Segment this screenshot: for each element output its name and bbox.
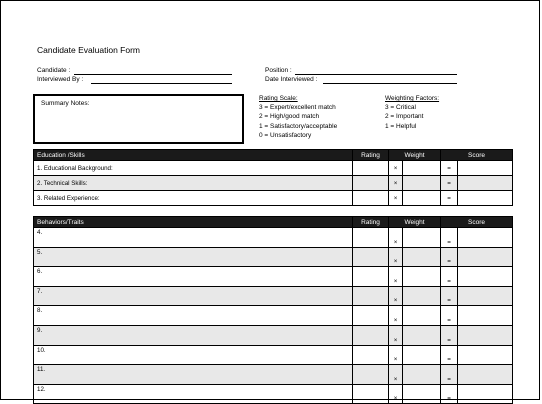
score-header: Score	[441, 150, 513, 161]
table-row	[34, 228, 513, 248]
date-interviewed-line[interactable]	[323, 83, 457, 84]
equals-sign: =	[441, 365, 458, 385]
form-title: Candidate Evaluation Form	[37, 45, 141, 55]
times-sign: ×	[389, 191, 403, 206]
rating-cell[interactable]	[353, 161, 389, 176]
rating-scale-item: 0 = Unsatisfactory	[259, 131, 312, 139]
weighting-factors	[385, 94, 439, 131]
times-sign: ×	[389, 176, 403, 191]
equals-sign: =	[441, 384, 458, 404]
times-sign: ×	[389, 161, 403, 176]
criterion-label: 2. Technical Skills:	[34, 176, 353, 191]
score-cell[interactable]	[458, 228, 513, 248]
equals-sign: =	[441, 191, 458, 206]
times-sign: ×	[389, 286, 403, 306]
times-sign: ×	[389, 267, 403, 287]
weight-cell[interactable]	[403, 267, 441, 287]
rating-cell[interactable]	[353, 267, 389, 287]
rating-cell[interactable]	[353, 345, 389, 365]
weight-cell[interactable]	[403, 384, 441, 404]
criterion-label: 8.	[34, 306, 353, 326]
rating-cell[interactable]	[353, 306, 389, 326]
criterion-label: 12.	[34, 384, 353, 404]
criterion-label: 10.	[34, 345, 353, 365]
date-interviewed-label: Date Interviewed :	[265, 76, 318, 83]
section-header: Education /Skills	[34, 150, 353, 161]
times-sign: ×	[389, 365, 403, 385]
weight-cell[interactable]	[403, 325, 441, 345]
weight-cell[interactable]	[403, 176, 441, 191]
weight-cell[interactable]	[403, 306, 441, 326]
interviewed-by-line[interactable]	[91, 83, 232, 84]
behaviors-traits-table	[33, 216, 513, 404]
score-cell[interactable]	[458, 384, 513, 404]
criterion-label: 11.	[34, 365, 353, 385]
rating-header: Rating	[353, 150, 389, 161]
education-skills-table	[33, 149, 513, 206]
equals-sign: =	[441, 247, 458, 267]
weight-cell[interactable]	[403, 247, 441, 267]
score-cell[interactable]	[458, 286, 513, 306]
rating-scale-item: 2 = High/good match	[259, 113, 320, 121]
score-cell[interactable]	[458, 325, 513, 345]
summary-notes-label: Summary Notes:	[41, 100, 90, 107]
summary-notes-box[interactable]	[33, 94, 244, 144]
equals-sign: =	[441, 306, 458, 326]
score-header: Score	[441, 217, 513, 228]
weight-cell[interactable]	[403, 228, 441, 248]
rating-scale-item: 1 = Satisfactory/acceptable	[259, 122, 338, 130]
table-row	[34, 306, 513, 326]
equals-sign: =	[441, 325, 458, 345]
candidate-line[interactable]	[74, 74, 232, 75]
times-sign: ×	[389, 384, 403, 404]
score-cell[interactable]	[458, 161, 513, 176]
weight-cell[interactable]	[403, 365, 441, 385]
score-cell[interactable]	[458, 345, 513, 365]
weight-cell[interactable]	[403, 286, 441, 306]
criterion-label: 4.	[34, 228, 353, 248]
equals-sign: =	[441, 161, 458, 176]
equals-sign: =	[441, 228, 458, 248]
equals-sign: =	[441, 345, 458, 365]
table-row	[34, 247, 513, 267]
score-cell[interactable]	[458, 176, 513, 191]
table-row	[34, 345, 513, 365]
table-row	[34, 286, 513, 306]
weight-cell[interactable]	[403, 345, 441, 365]
table-row	[34, 365, 513, 385]
times-sign: ×	[389, 247, 403, 267]
rating-cell[interactable]	[353, 191, 389, 206]
criterion-label: 6.	[34, 267, 353, 287]
criterion-label: 9.	[34, 325, 353, 345]
table-row	[34, 384, 513, 404]
position-label: Position :	[265, 67, 292, 74]
weight-header: Weight	[389, 217, 441, 228]
rating-header: Rating	[353, 217, 389, 228]
rating-scale-heading: Rating Scale:	[259, 95, 298, 102]
table-row	[34, 325, 513, 345]
candidate-label: Candidate :	[37, 67, 71, 74]
table-header	[34, 150, 513, 161]
table-row	[34, 267, 513, 287]
weighting-factor-item: 2 = Important	[385, 113, 424, 121]
rating-cell[interactable]	[353, 384, 389, 404]
weighting-factors-heading: Weighting Factors:	[385, 95, 440, 102]
rating-cell[interactable]	[353, 247, 389, 267]
table-header	[34, 217, 513, 228]
score-cell[interactable]	[458, 247, 513, 267]
equals-sign: =	[441, 176, 458, 191]
weight-cell[interactable]	[403, 191, 441, 206]
interviewed-by-label: Interviewed By :	[37, 76, 84, 83]
times-sign: ×	[389, 345, 403, 365]
score-cell[interactable]	[458, 306, 513, 326]
criterion-label: 3. Related Experience:	[34, 191, 353, 206]
rating-cell[interactable]	[353, 365, 389, 385]
weight-header: Weight	[389, 150, 441, 161]
weighting-factor-item: 3 = Critical	[385, 104, 416, 112]
section-header: Behaviors/Traits	[34, 217, 353, 228]
criterion-label: 1. Educational Background:	[34, 161, 353, 176]
table-row	[34, 176, 513, 191]
times-sign: ×	[389, 325, 403, 345]
times-sign: ×	[389, 228, 403, 248]
rating-cell[interactable]	[353, 176, 389, 191]
score-cell[interactable]	[458, 267, 513, 287]
criterion-label: 5.	[34, 247, 353, 267]
rating-cell[interactable]	[353, 228, 389, 248]
weight-cell[interactable]	[403, 161, 441, 176]
equals-sign: =	[441, 286, 458, 306]
times-sign: ×	[389, 306, 403, 326]
rating-cell[interactable]	[353, 325, 389, 345]
equals-sign: =	[441, 267, 458, 287]
rating-cell[interactable]	[353, 286, 389, 306]
position-line[interactable]	[295, 74, 457, 75]
score-cell[interactable]	[458, 365, 513, 385]
weighting-factor-item: 1 = Helpful	[385, 122, 417, 130]
criterion-label: 7.	[34, 286, 353, 306]
rating-scale	[259, 94, 337, 140]
rating-scale-item: 3 = Expert/excellent match	[259, 104, 336, 112]
table-row	[34, 191, 513, 206]
score-cell[interactable]	[458, 191, 513, 206]
table-row	[34, 161, 513, 176]
